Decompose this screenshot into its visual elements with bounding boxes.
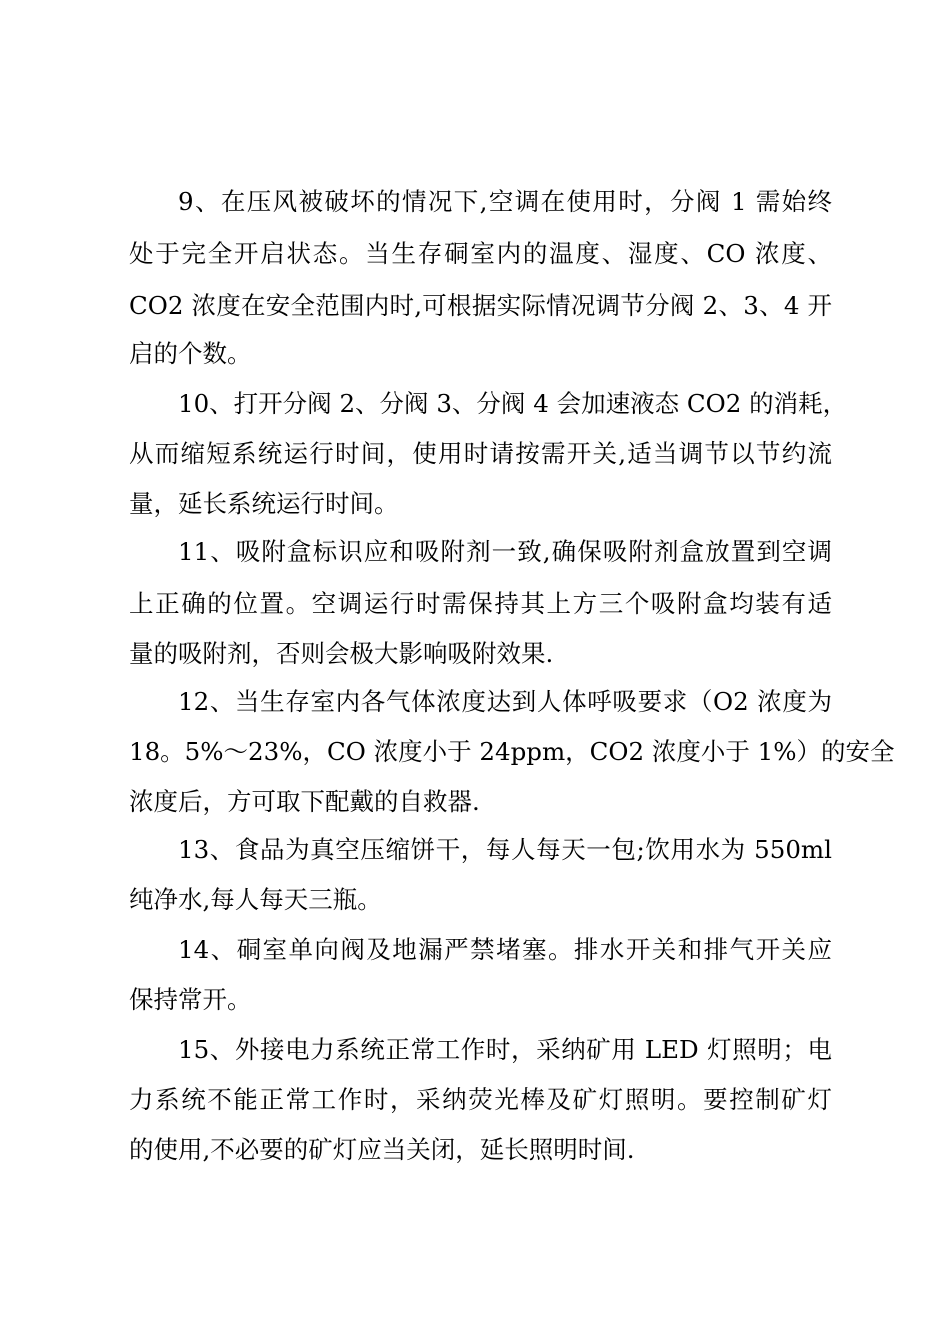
paragraph-13-line-2: 纯净水,每人每天三瓶。 bbox=[129, 885, 382, 914]
paragraph-11-line-2: 上正确的位置。空调运行时需保持其上方三个吸附盒均装有适 bbox=[129, 589, 832, 618]
paragraph-12-line-2: 18。5%～23%，CO 浓度小于 24ppm，CO2 浓度小于 1%）的安全 bbox=[129, 737, 895, 766]
paragraph-12-line-3: 浓度后，方可取下配戴的自救器. bbox=[129, 787, 480, 816]
paragraph-10-line-3: 量，延长系统运行时间。 bbox=[129, 489, 399, 518]
paragraph-9-line-3: CO2 浓度在安全范围内时,可根据实际情况调节分阀 2、3、4 开 bbox=[129, 291, 832, 320]
paragraph-14-line-2: 保持常开。 bbox=[129, 985, 252, 1014]
paragraph-9-line-4: 启的个数。 bbox=[129, 339, 252, 368]
paragraph-9-line-2: 处于完全开启状态。当生存硐室内的温度、湿度、CO 浓度、 bbox=[129, 239, 832, 268]
paragraph-13-line-1: 13、食品为真空压缩饼干，每人每天一包;饮用水为 550ml bbox=[178, 835, 832, 864]
paragraph-11-line-3: 量的吸附剂，否则会极大影响吸附效果. bbox=[129, 639, 554, 668]
paragraph-10-line-1: 10、打开分阀 2、分阀 3、分阀 4 会加速液态 CO2 的消耗， bbox=[178, 389, 848, 418]
paragraph-14-line-1: 14、硐室单向阀及地漏严禁堵塞。排水开关和排气开关应 bbox=[178, 935, 832, 964]
paragraph-15-line-2: 力系统不能正常工作时，采纳荧光棒及矿灯照明。要控制矿灯 bbox=[129, 1085, 832, 1114]
paragraph-15-line-3: 的使用,不必要的矿灯应当关闭，延长照明时间. bbox=[129, 1135, 635, 1164]
paragraph-12-line-1: 12、当生存室内各气体浓度达到人体呼吸要求（O2 浓度为 bbox=[178, 687, 832, 716]
paragraph-11-line-1: 11、吸附盒标识应和吸附剂一致,确保吸附剂盒放置到空调 bbox=[178, 537, 832, 566]
paragraph-15-line-1: 15、外接电力系统正常工作时，采纳矿用 LED 灯照明；电 bbox=[178, 1035, 832, 1064]
paragraph-10-line-2: 从而缩短系统运行时间，使用时请按需开关,适当调节以节约流 bbox=[129, 439, 832, 468]
paragraph-9-line-1: 9、在压风被破坏的情况下,空调在使用时，分阀 1 需始终 bbox=[178, 187, 832, 216]
